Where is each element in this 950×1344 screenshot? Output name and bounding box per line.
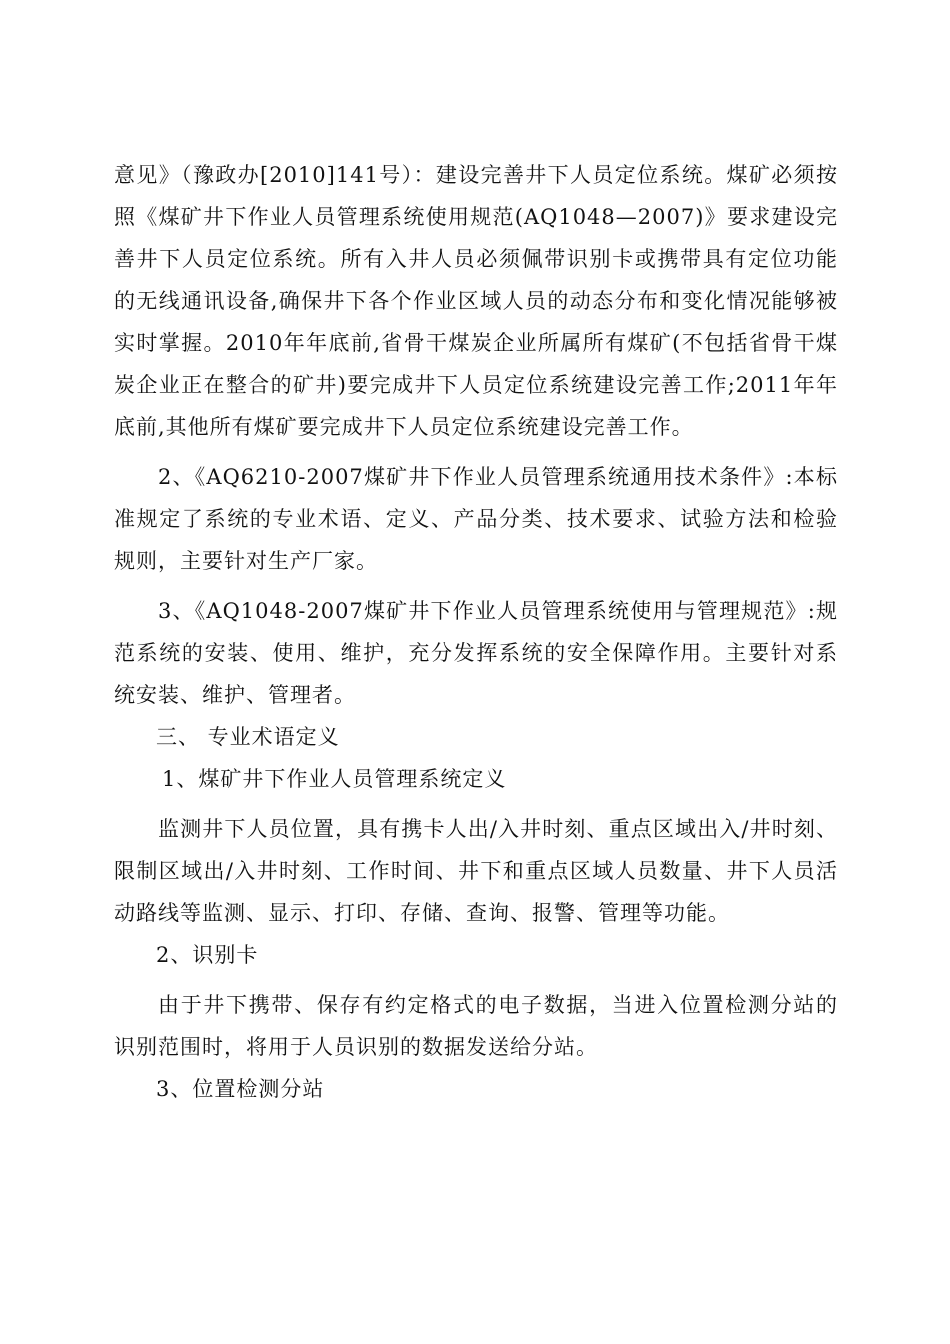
paragraph-system-definition: 监测井下人员位置，具有携卡人出/入井时刻、重点区域出入/井时刻、限制区域出/入井时刻、工作时间、井下和重点区域人员数量、井下人员活动路线等监测、显示、打印、存储、查询、报警、管理等功能。	[114, 817, 838, 925]
subheading-system-definition: 1、煤矿井下作业人员管理系统定义	[162, 767, 507, 791]
section-heading-terminology: 三、 专业术语定义	[156, 725, 340, 749]
subheading-position-detection-substation: 3、位置检测分站	[156, 1077, 325, 1101]
paragraph-policy-opinion: 意见》（豫政办[2010]141号）：建设完善井下人员定位系统。煤矿必须按照《煤矿井下作业人员管理系统使用规范(AQ1048—2007)》要求建设完善井下人员定位系统。所有入井人员必须佩带识别卡或携带具有定位功能的无线通讯设备,确保井下各个作业区域人员的动态分布和变化情况能够被实时掌握。2010年年底前,省骨干煤炭企业所属所有煤矿(不包括省骨干煤炭企业正在整合的矿井)要完成井下人员定位系统建设完善工作;2011年年底前,其他所有煤矿要完成井下人员定位系统建设完善工作。	[114, 163, 838, 439]
subheading-identification-card: 2、识别卡	[156, 943, 259, 967]
paragraph-aq6210-standard: 2、《AQ6210-2007煤矿井下作业人员管理系统通用技术条件》:本标准规定了系统的专业术语、定义、产品分类、技术要求、试验方法和检验规则，主要针对生产厂家。	[114, 465, 838, 573]
document-body	[114, 154, 838, 1110]
paragraph-identification-card: 由于井下携带、保存有约定格式的电子数据，当进入位置检测分站的识别范围时，将用于人员识别的数据发送给分站。	[114, 993, 838, 1059]
paragraph-aq1048-standard: 3、《AQ1048-2007煤矿井下作业人员管理系统使用与管理规范》:规范系统的安装、使用、维护，充分发挥系统的安全保障作用。主要针对系统安装、维护、管理者。	[114, 599, 838, 707]
